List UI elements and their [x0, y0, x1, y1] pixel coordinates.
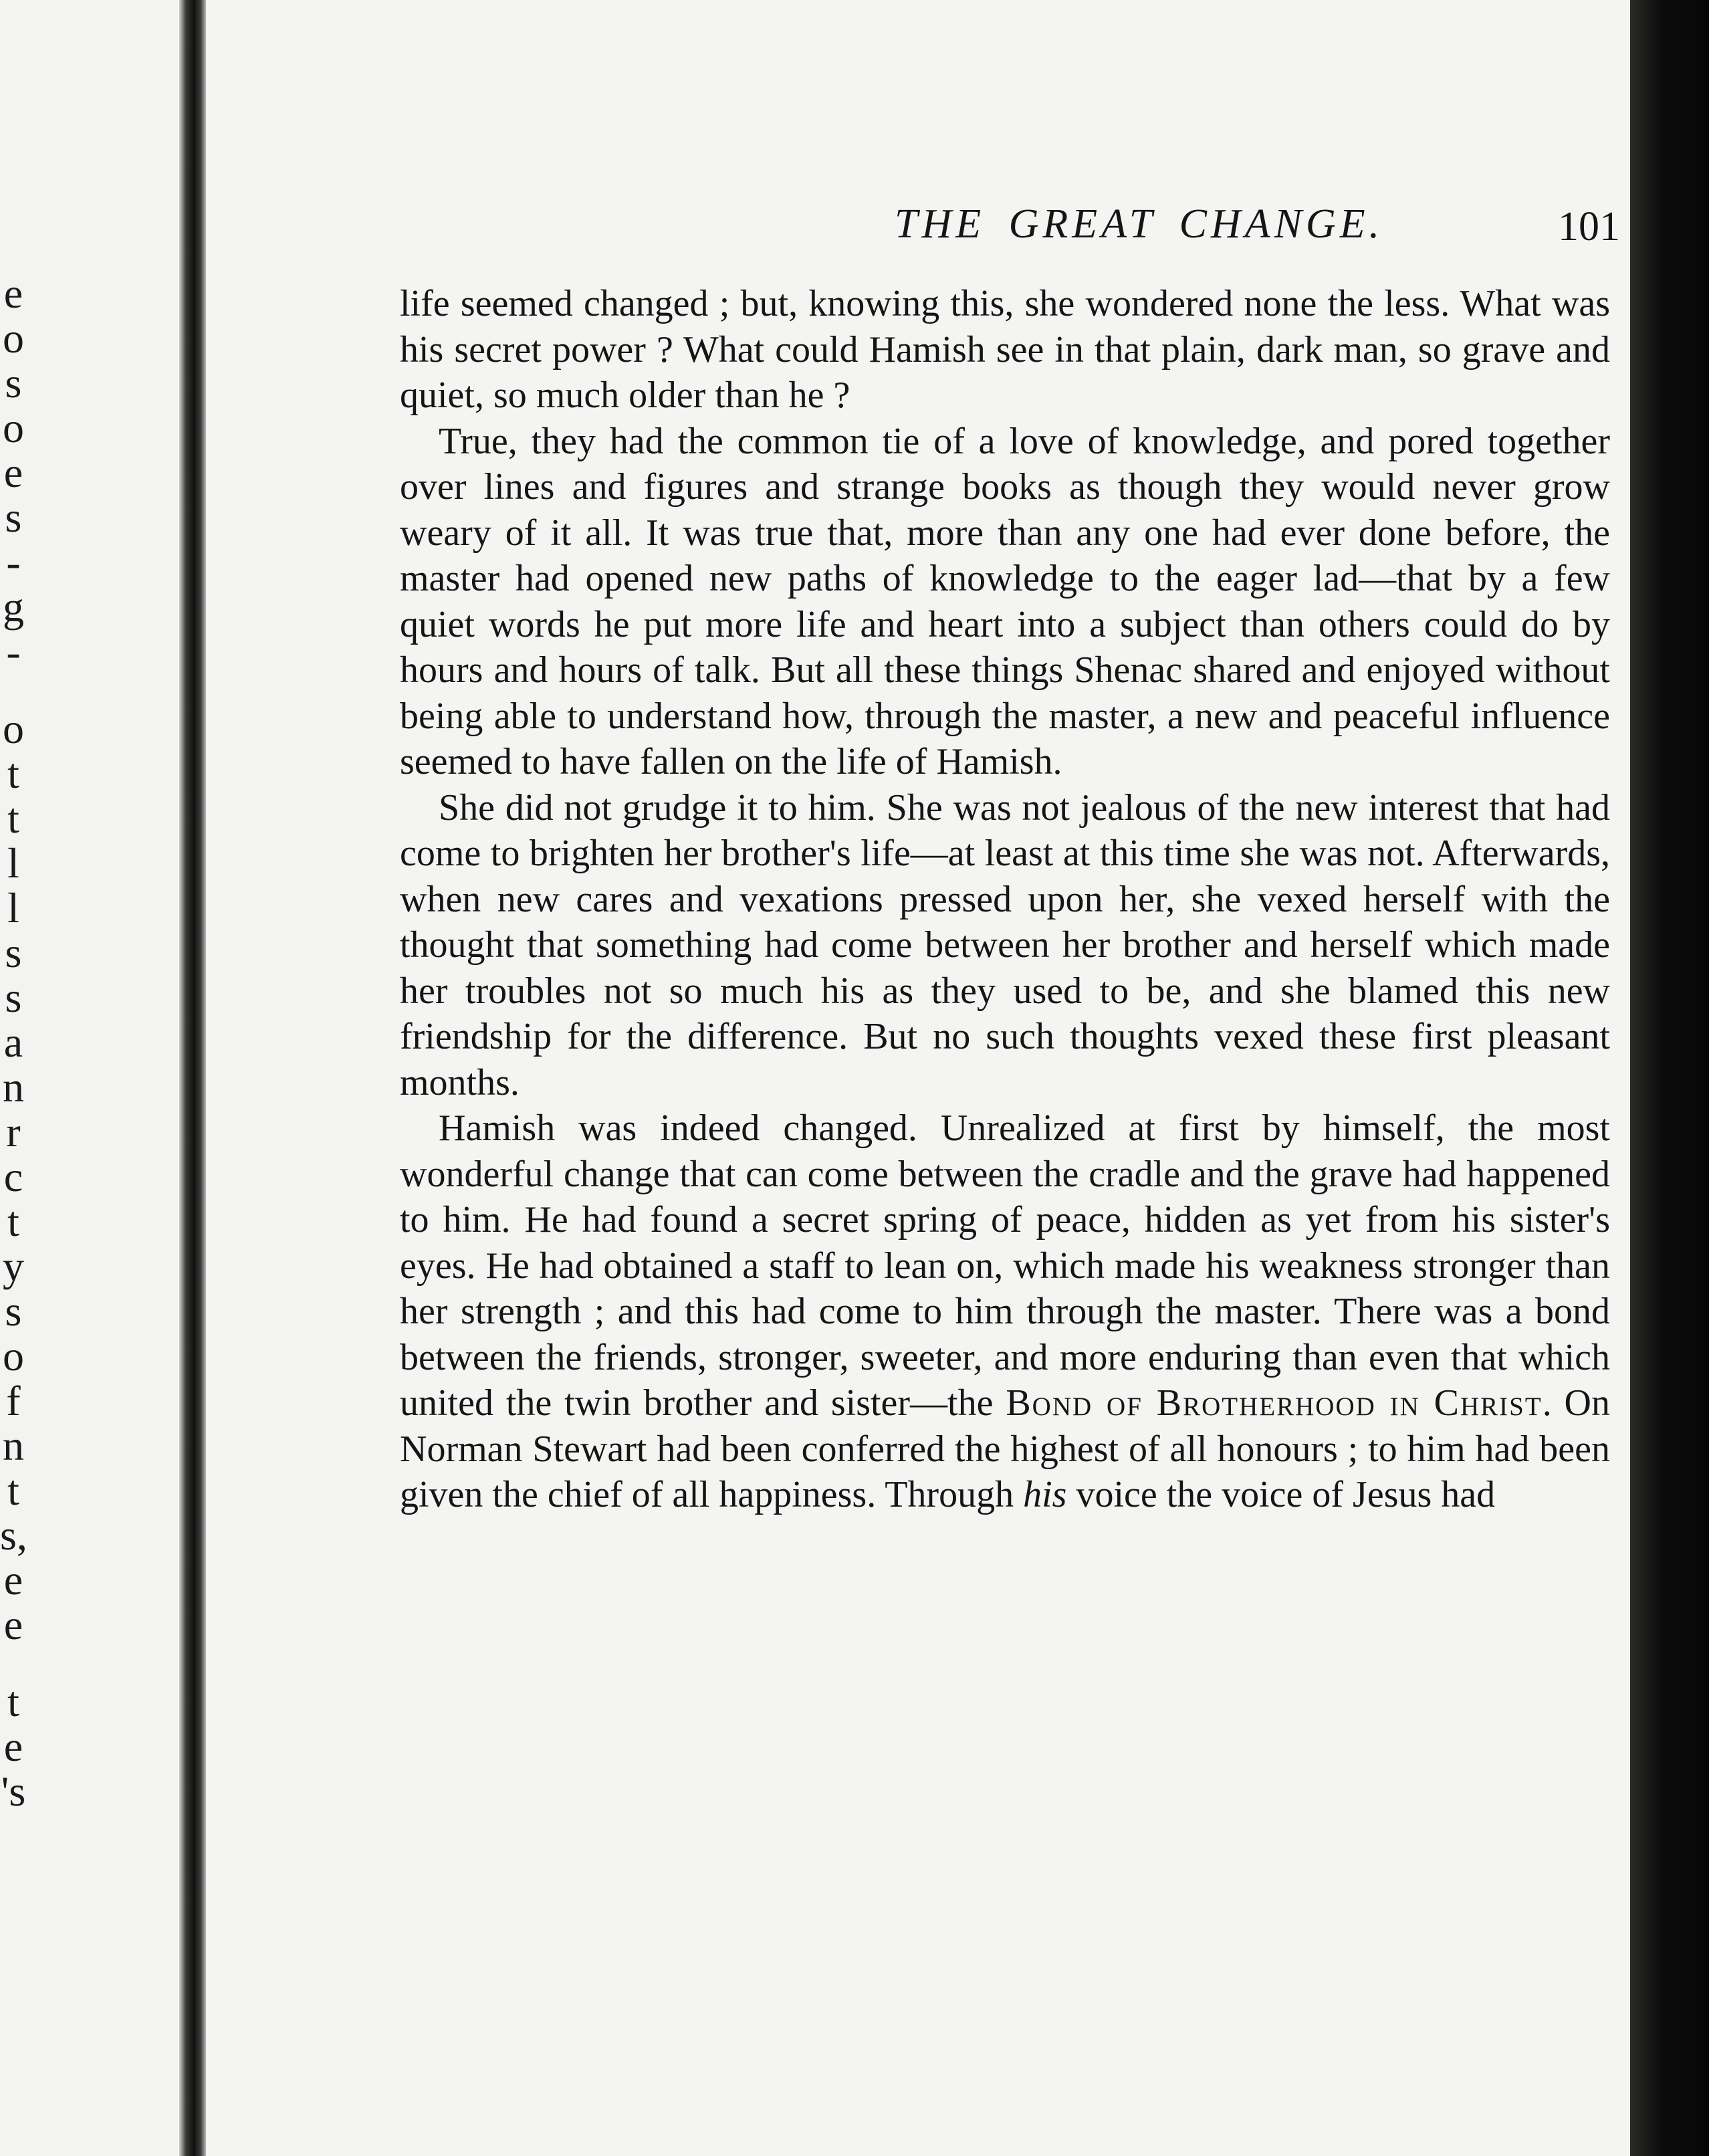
page-number: 101: [1558, 204, 1620, 249]
left-edge-letter: e: [3, 1601, 23, 1648]
left-edge-letter: s,: [0, 1511, 27, 1559]
paragraph-3: She did not grudge it to him. She was not jealous of the new interest that had come to brighten her brother's life—at least at this time she was not. Afterwards, when new cares and vexations pressed upon her, she vexed herself with the thought that something had come between her brother and herself which made her troubles not so much his as they used to be, and she blamed this new friendship for the difference. But no such thoughts vexed these first pleasant months.: [400, 786, 1610, 1103]
left-edge-letter: r: [6, 1108, 21, 1156]
left-page-letters: [0, 271, 27, 1814]
paragraph-1: life seemed changed ; but, knowing this, she wondered none the less. What was his secret power ? What could Hamish see in that plain, dark man, so grave and quiet, so much older than he ?: [400, 283, 1610, 416]
bond-of-brotherhood-small-caps: Bond of Brotherhood in Christ: [1006, 1382, 1543, 1424]
left-edge-letter: c: [3, 1153, 23, 1200]
left-edge-letter: s: [5, 929, 22, 976]
left-edge-letter: o: [3, 404, 24, 451]
paragraph-4-part-3: voice the voice of Jesus had: [1066, 1474, 1496, 1515]
left-edge-letter: o: [3, 705, 24, 752]
page-header: [400, 201, 1620, 254]
left-edge-letter: n: [3, 1063, 24, 1111]
left-edge-letter: e: [3, 1723, 23, 1770]
body-text: [400, 281, 1610, 1518]
left-edge-letter: e: [3, 270, 23, 317]
left-edge-letter: -: [6, 628, 21, 675]
left-edge-letter: -: [6, 538, 21, 586]
left-edge-letter: l: [7, 839, 19, 887]
left-edge-letter: t: [7, 1678, 19, 1725]
left-edge-letter: l: [7, 884, 19, 932]
left-edge-letter: t: [7, 794, 19, 842]
left-edge-letter: s: [5, 1287, 22, 1335]
left-edge-letter: o: [3, 314, 24, 362]
dark-background-edge: [1630, 0, 1709, 2156]
left-edge-letter: y: [3, 1243, 24, 1290]
left-edge-letter: s: [5, 494, 22, 541]
running-title: THE GREAT CHANGE.: [895, 201, 1384, 247]
left-edge-letter: g: [3, 583, 24, 631]
left-edge-letter: e: [3, 1556, 23, 1604]
paragraph-4: [400, 1105, 1610, 1518]
left-edge-letter: t: [7, 750, 19, 797]
left-edge-letter: s: [5, 974, 22, 1021]
left-edge-letter: t: [7, 1467, 19, 1514]
left-edge-letter: s: [5, 359, 22, 407]
left-edge-letter: n: [3, 1422, 24, 1469]
paragraph-4-part-2: . On Norman Stewart had been conferred the highest of all honours ; to him had been given the chief of all happiness. Through: [400, 1382, 1610, 1515]
left-edge-letter: e: [3, 449, 23, 496]
left-edge-letter: a: [3, 1018, 23, 1066]
italic-his: his: [1023, 1474, 1067, 1515]
paragraph-2: True, they had the common tie of a love of knowledge, and pored together over lines and figures and strange books as though they would never grow weary of it all. It was true that, more than any one had ever done before, the master had opened new paths of knowledge to the eager lad—that by a few quiet words he put more life and heart into a subject than others could do by hours and hours of talk. But all these things Shenac shared and enjoyed without being able to understand how, through the master, a new and peaceful influence seemed to have fallen on the life of Hamish.: [400, 420, 1610, 782]
left-page-edge: [0, 0, 181, 2156]
left-edge-letter: o: [3, 1332, 24, 1380]
book-page: [206, 0, 1630, 2156]
paragraph-4-part-1: Hamish was indeed changed. Unrealized at first by himself, the most wonderful change that can come between the cradle and the grave had happened to him. He had found a secret spring of peace, hidden as yet from his sister's eyes. He had obtained a staff to lean on, which made his weakness stronger than her strength ; and this had come to him through the master. There was a bond between the friends, stronger, sweeter, and more enduring than even that which united the twin brother and sister—the: [400, 1107, 1610, 1424]
left-edge-letter: f: [6, 1377, 21, 1424]
left-edge-letter: t: [7, 1198, 19, 1245]
left-edge-letter: 's: [1, 1767, 26, 1815]
book-gutter: [179, 0, 206, 2156]
